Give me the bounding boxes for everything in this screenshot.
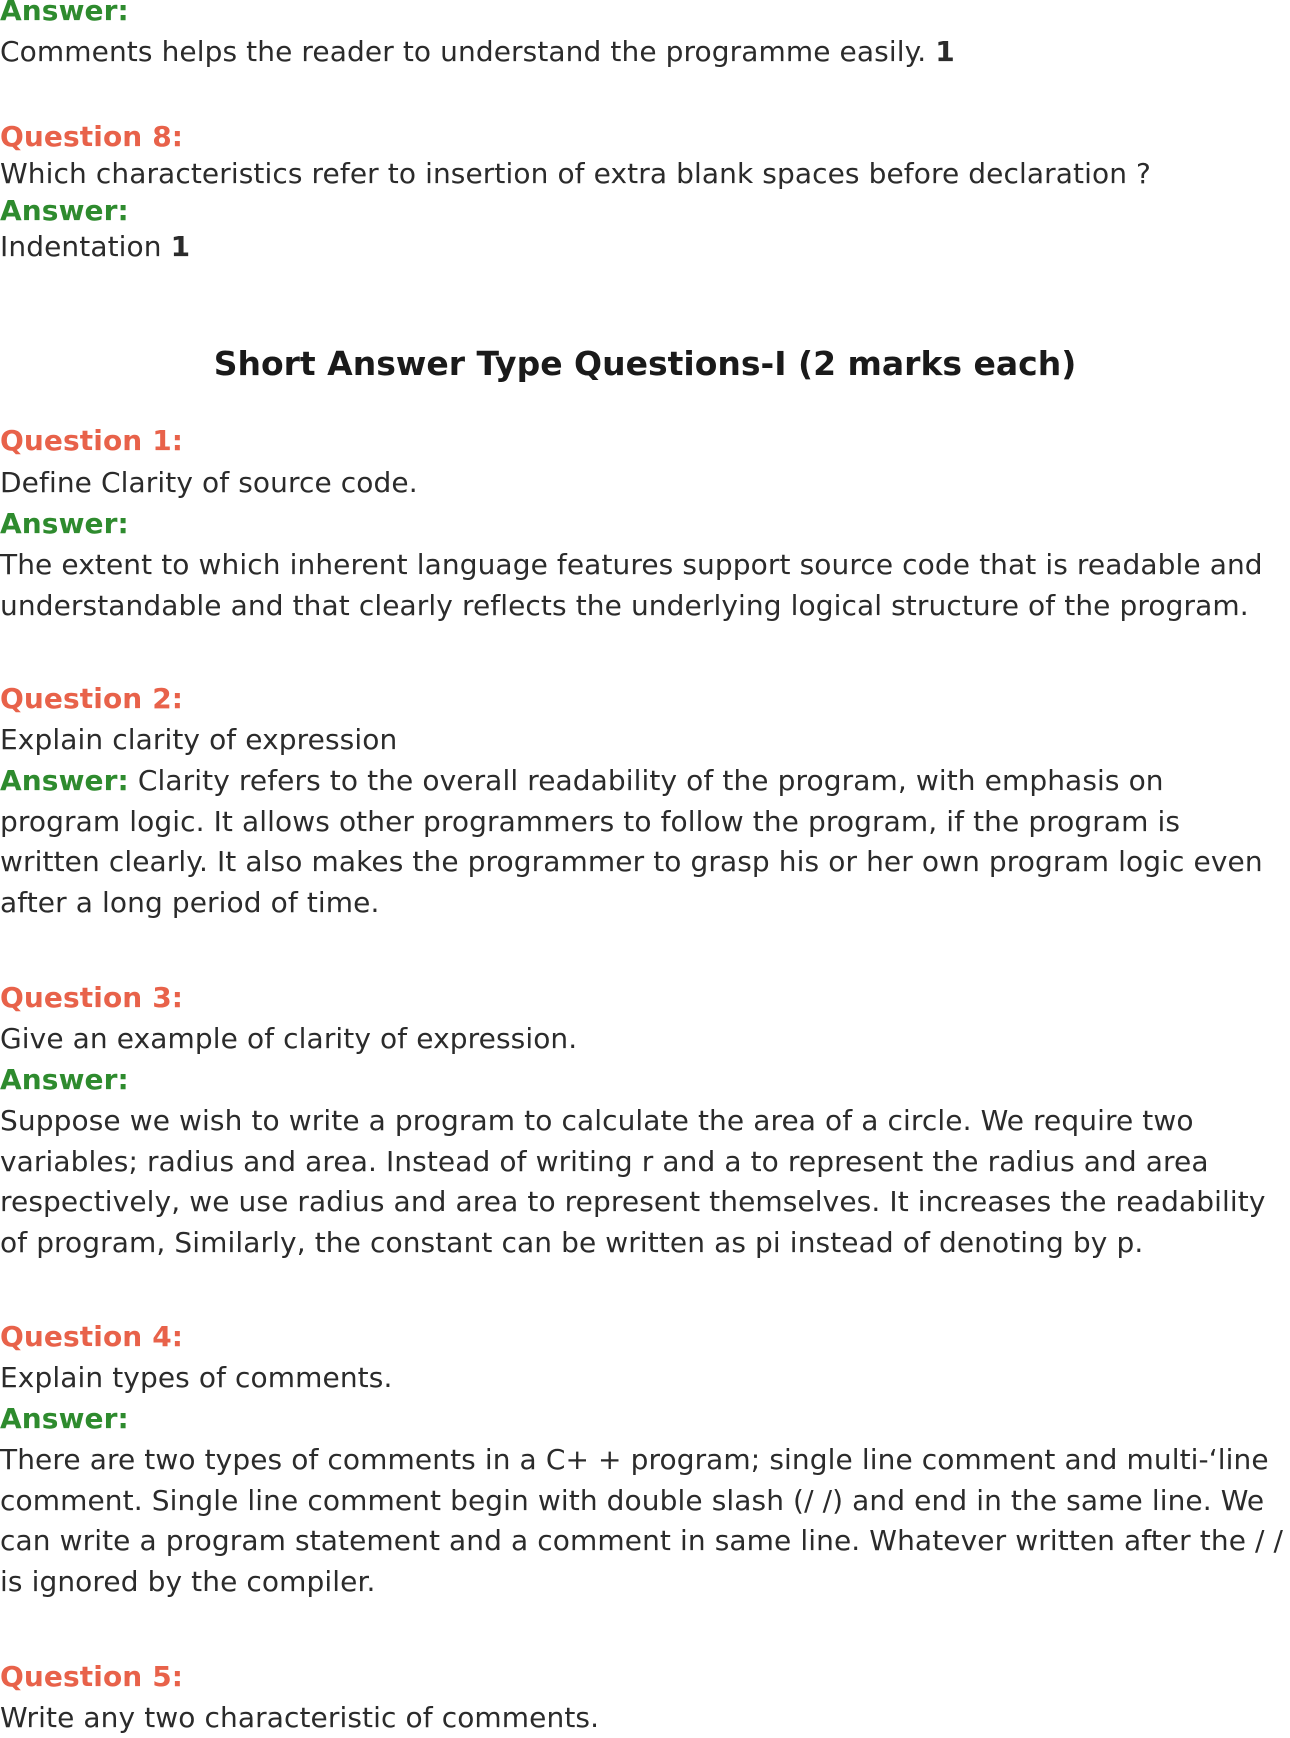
- answer-text: Comments helps the reader to understand the programme easily.: [0, 35, 927, 68]
- prev-answer-text: [0, 32, 955, 72]
- question-2-text: Explain clarity of expression: [0, 723, 398, 756]
- question-5-label: [0, 1657, 183, 1697]
- question-8-text: Which characteristics refer to insertion of extra blank spaces before declaration ?: [0, 157, 1152, 190]
- question-3-answer-text: Suppose we wish to write a program to calculate the area of a circle. We require two variables; radius and area. Instead of writing r and a to represent the radius and area respectively, we use radius and area to represent themselves. It increases the readability of program, Similarly, the constant can be written as pi instead of denoting by p.: [0, 1104, 1266, 1259]
- question-label: Question 5:: [0, 1660, 184, 1693]
- answer-text: Clarity refers to the overall readability of the program, with emphasis on program logic. It allows other programmers to follow the program, if the program is written clearly. It also makes the programmer to grasp his or her own program logic even after a long period of time.: [0, 764, 1263, 919]
- question-1-answer-text: The extent to which inherent language features support source code that is readable and understandable and that clearly reflects the underlying logical structure of the program.: [0, 548, 1263, 622]
- question-1-label: [0, 421, 183, 461]
- answer-label: Answer:: [0, 507, 129, 540]
- question-4-answer-text: There are two types of comments in a C+ + program; single line comment and multi-‘line comment. Single line comment begin with double slash (/ /) and end in the same line. We can write a program statement and a comment in same line. Whatever written after the / / is ignored by the compiler.: [0, 1443, 1284, 1598]
- question-5-text: Write any two characteristic of comments.: [0, 1701, 600, 1734]
- marks: 1: [170, 230, 191, 263]
- question-label: Question 1:: [0, 424, 184, 457]
- question-1-answer-label: [0, 504, 129, 544]
- question-8-answer-label: [0, 191, 129, 231]
- question-4-answer-label: [0, 1399, 129, 1439]
- question-1-text: Define Clarity of source code.: [0, 466, 418, 499]
- prev-answer-label: [0, 0, 129, 31]
- answer-text: Indentation: [0, 230, 162, 263]
- question-4-label: [0, 1317, 183, 1357]
- question-label: Question 2:: [0, 682, 184, 715]
- answer-label: Answer:: [0, 194, 129, 227]
- question-3-text: Give an example of clarity of expression.: [0, 1022, 578, 1055]
- question-8-label: [0, 117, 183, 157]
- answer-label: Answer:: [0, 764, 129, 797]
- question-label: Question 3:: [0, 981, 184, 1014]
- question-3-label: [0, 978, 183, 1018]
- marks: 1: [935, 35, 955, 68]
- question-label: Question 8:: [0, 120, 184, 153]
- answer-label: Answer:: [0, 1063, 129, 1096]
- question-2-answer: [0, 761, 1285, 923]
- question-label: Question 4:: [0, 1320, 184, 1353]
- section-title: Short Answer Type Questions-I (2 marks each): [213, 344, 1077, 383]
- question-3-answer-label: [0, 1060, 129, 1100]
- question-8-answer-text: [0, 227, 190, 267]
- question-2-label: [0, 679, 183, 719]
- question-4-text: Explain types of comments.: [0, 1361, 393, 1394]
- answer-label: Answer:: [0, 0, 129, 27]
- answer-label: Answer:: [0, 1402, 129, 1435]
